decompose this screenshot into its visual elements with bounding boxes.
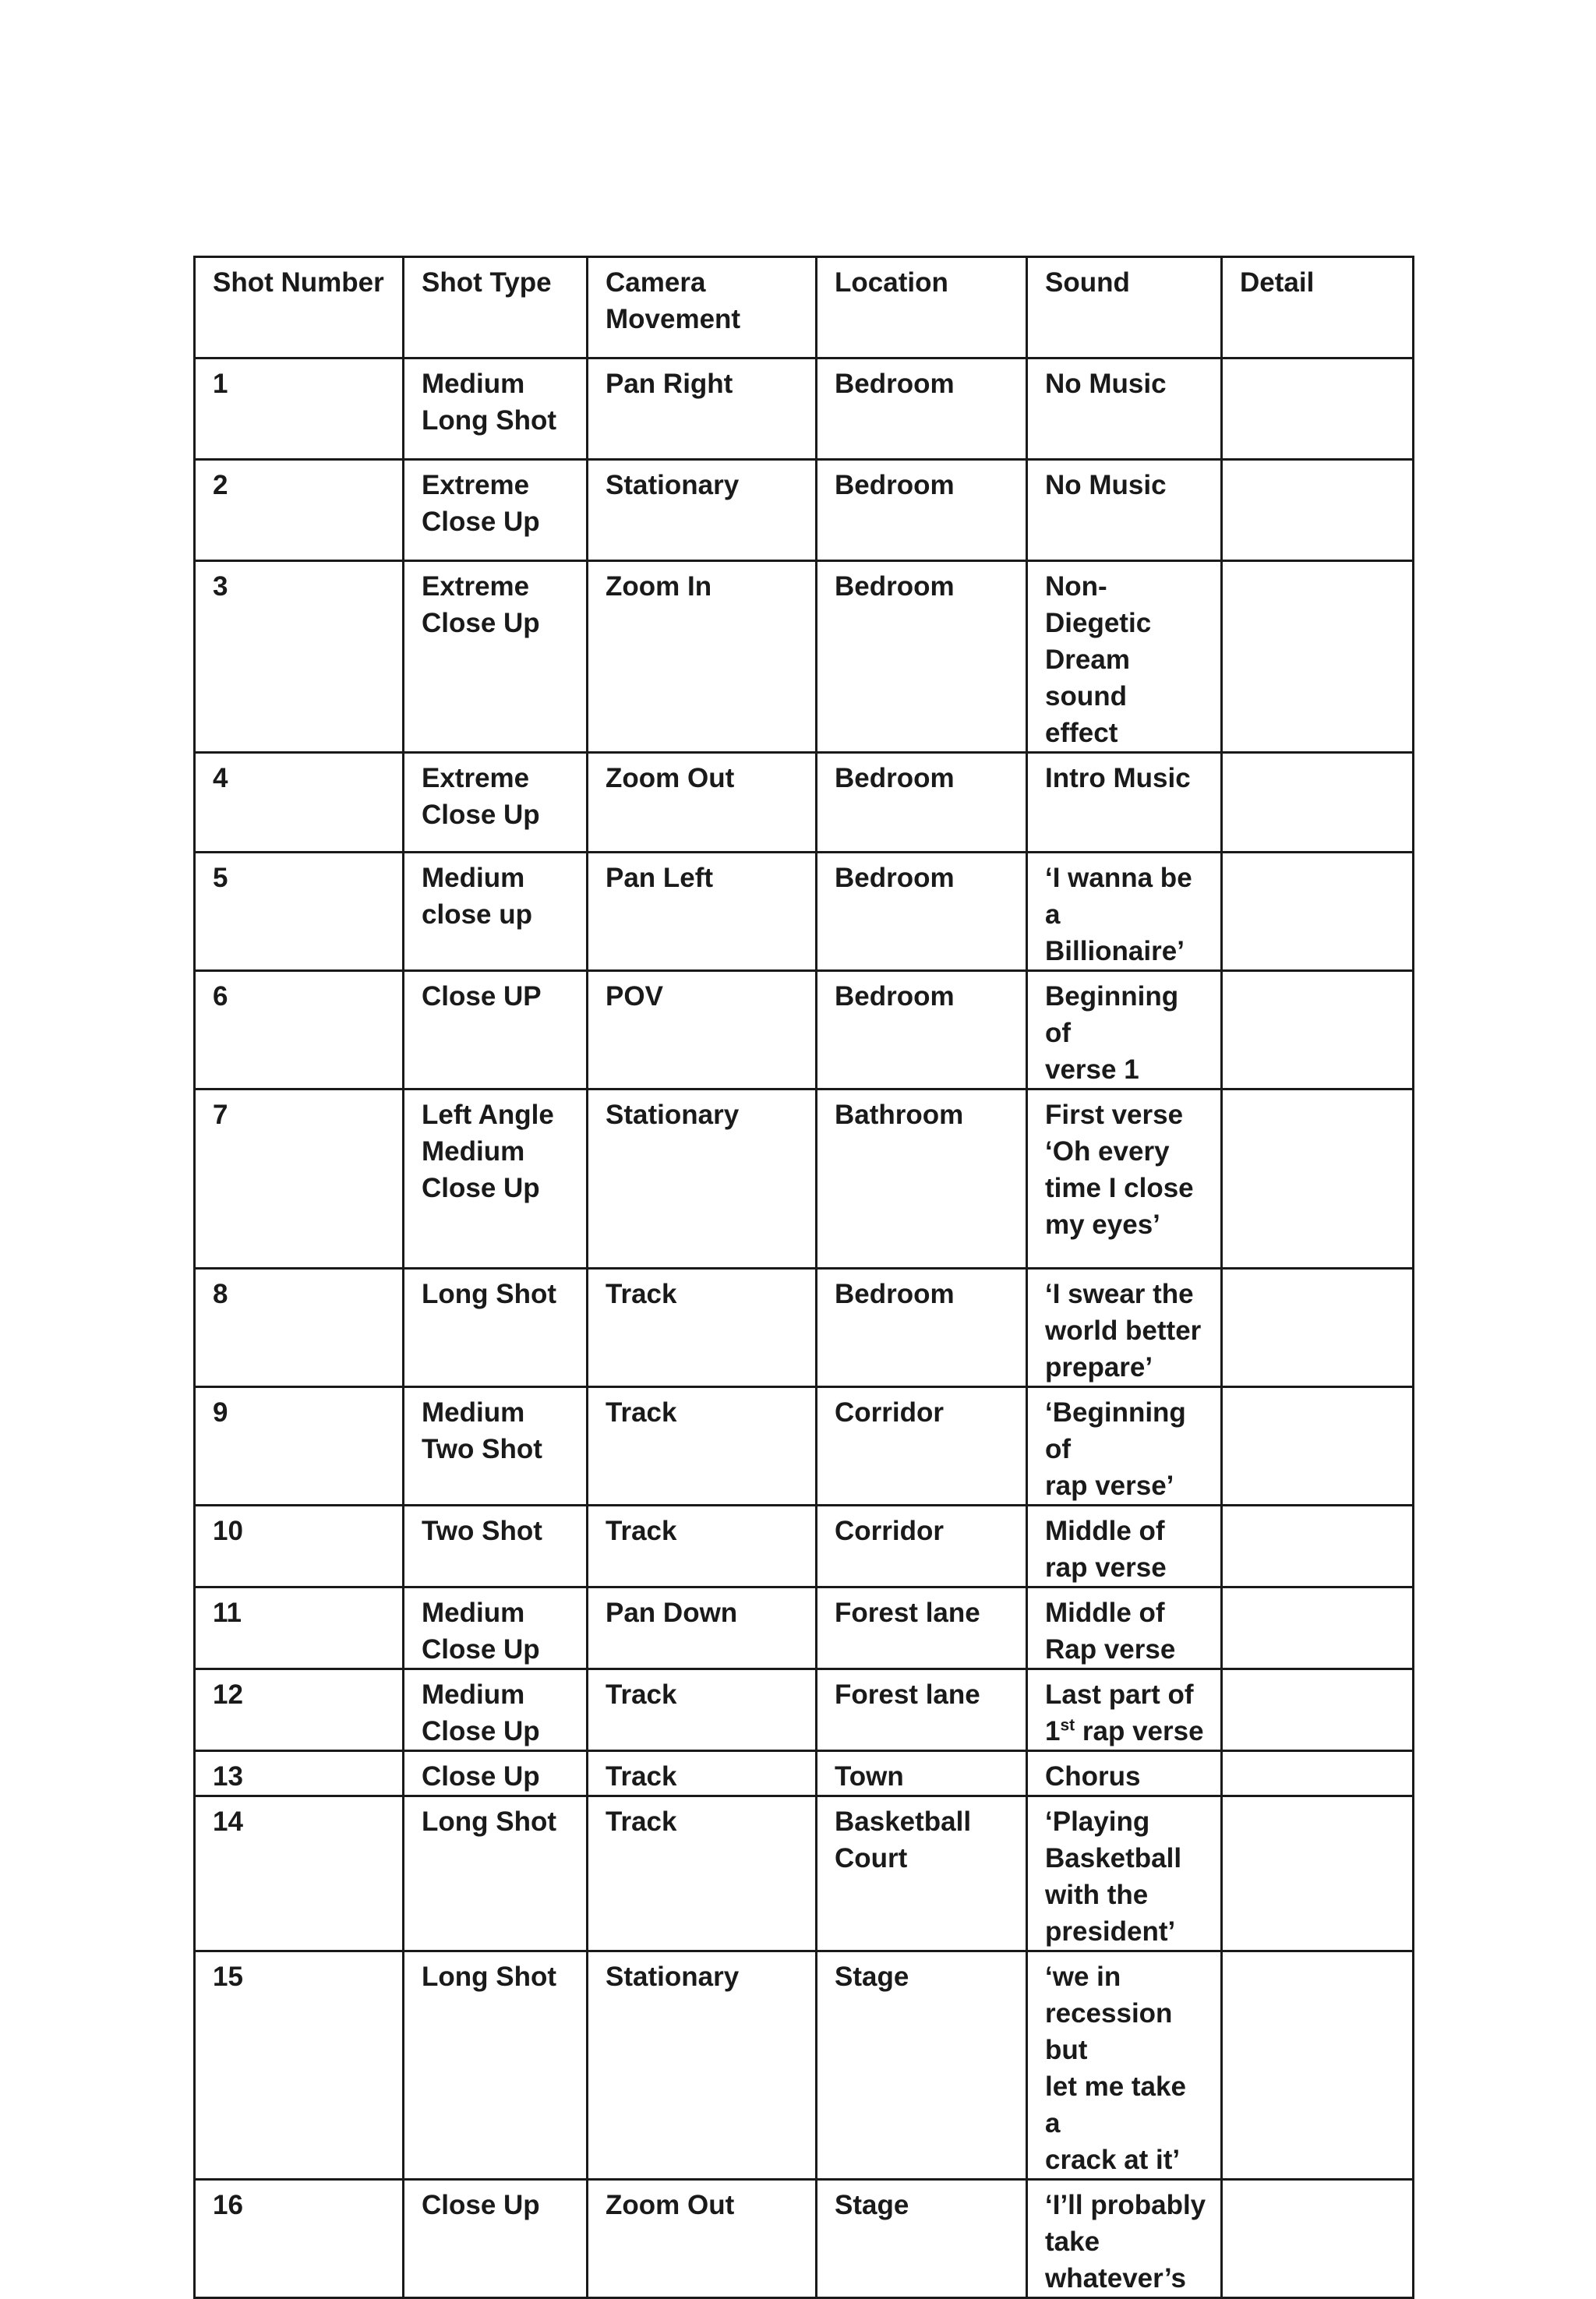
- table-row: [195, 753, 1414, 853]
- cell-shot-number: 3: [195, 561, 404, 753]
- cell-shot-type: Extreme Close Up: [404, 753, 588, 853]
- table-row: [195, 1387, 1414, 1506]
- cell-location: Basketball Court: [817, 1796, 1027, 1951]
- table-row: [195, 2180, 1414, 2298]
- cell-sound: First verse ‘Oh every time I close my eyes’: [1027, 1089, 1222, 1269]
- cell-detail: [1222, 358, 1414, 460]
- header-sound: Sound: [1027, 257, 1222, 358]
- cell-detail: [1222, 1387, 1414, 1506]
- table-row: [195, 853, 1414, 971]
- table-row: [195, 1506, 1414, 1587]
- cell-shot-number: 10: [195, 1506, 404, 1587]
- cell-detail: [1222, 971, 1414, 1089]
- ordinal-suffix: st: [1060, 1716, 1075, 1735]
- cell-shot-type: Medium Close Up: [404, 1587, 588, 1669]
- cell-shot-type: Medium close up: [404, 853, 588, 971]
- cell-camera-movement: Track: [588, 1506, 817, 1587]
- header-camera-movement: Camera Movement: [588, 257, 817, 358]
- cell-shot-type: Left Angle Medium Close Up: [404, 1089, 588, 1269]
- cell-shot-type: Close Up: [404, 1751, 588, 1796]
- cell-camera-movement: Stationary: [588, 1951, 817, 2180]
- cell-location: Bedroom: [817, 853, 1027, 971]
- cell-camera-movement: Pan Left: [588, 853, 817, 971]
- cell-camera-movement: Track: [588, 1387, 817, 1506]
- cell-shot-number: 6: [195, 971, 404, 1089]
- cell-camera-movement: Pan Down: [588, 1587, 817, 1669]
- cell-shot-number: 13: [195, 1751, 404, 1796]
- cell-sound: Intro Music: [1027, 753, 1222, 853]
- cell-shot-type: Long Shot: [404, 1951, 588, 2180]
- cell-detail: [1222, 1269, 1414, 1387]
- shot-list-body: [195, 257, 1414, 2298]
- cell-shot-number: 7: [195, 1089, 404, 1269]
- table-row: [195, 1796, 1414, 1951]
- cell-shot-number: 14: [195, 1796, 404, 1951]
- cell-shot-number: 9: [195, 1387, 404, 1506]
- cell-detail: [1222, 1951, 1414, 2180]
- cell-sound: Non- Diegetic Dream sound effect: [1027, 561, 1222, 753]
- header-shot-number: Shot Number: [195, 257, 404, 358]
- cell-location: Stage: [817, 1951, 1027, 2180]
- cell-sound: ‘Beginning of rap verse’: [1027, 1387, 1222, 1506]
- cell-detail: [1222, 1751, 1414, 1796]
- cell-camera-movement: POV: [588, 971, 817, 1089]
- cell-detail: [1222, 1587, 1414, 1669]
- cell-location: Bedroom: [817, 460, 1027, 561]
- header-shot-type: Shot Type: [404, 257, 588, 358]
- cell-shot-number: 5: [195, 853, 404, 971]
- cell-shot-type: Close Up: [404, 2180, 588, 2298]
- table-row: [195, 561, 1414, 753]
- cell-camera-movement: Zoom Out: [588, 753, 817, 853]
- table-row: [195, 1751, 1414, 1796]
- cell-shot-type: Medium Two Shot: [404, 1387, 588, 1506]
- cell-sound: Last part of 1st rap verse: [1027, 1669, 1222, 1751]
- cell-location: Bedroom: [817, 971, 1027, 1089]
- cell-camera-movement: Stationary: [588, 1089, 817, 1269]
- cell-location: Bedroom: [817, 561, 1027, 753]
- cell-location: Forest lane: [817, 1669, 1027, 1751]
- cell-shot-type: Close UP: [404, 971, 588, 1089]
- cell-camera-movement: Stationary: [588, 460, 817, 561]
- cell-location: Town: [817, 1751, 1027, 1796]
- cell-sound: Beginning of verse 1: [1027, 971, 1222, 1089]
- cell-detail: [1222, 1796, 1414, 1951]
- cell-sound: ‘I wanna be a Billionaire’: [1027, 853, 1222, 971]
- header-location: Location: [817, 257, 1027, 358]
- table-row: [195, 971, 1414, 1089]
- cell-camera-movement: Track: [588, 1269, 817, 1387]
- cell-detail: [1222, 2180, 1414, 2298]
- cell-camera-movement: Track: [588, 1669, 817, 1751]
- cell-shot-number: 12: [195, 1669, 404, 1751]
- cell-sound: No Music: [1027, 460, 1222, 561]
- cell-shot-type: Medium Long Shot: [404, 358, 588, 460]
- cell-sound: No Music: [1027, 358, 1222, 460]
- cell-sound: ‘Playing Basketball with the president’: [1027, 1796, 1222, 1951]
- cell-location: Bedroom: [817, 358, 1027, 460]
- cell-camera-movement: Zoom In: [588, 561, 817, 753]
- table-row: [195, 1669, 1414, 1751]
- cell-shot-type: Two Shot: [404, 1506, 588, 1587]
- cell-shot-type: Long Shot: [404, 1269, 588, 1387]
- cell-shot-type: Extreme Close Up: [404, 460, 588, 561]
- cell-shot-number: 16: [195, 2180, 404, 2298]
- cell-sound: ‘we in recession but let me take a crack at it’: [1027, 1951, 1222, 2180]
- cell-sound: Middle of Rap verse: [1027, 1587, 1222, 1669]
- cell-shot-number: 11: [195, 1587, 404, 1669]
- cell-shot-number: 2: [195, 460, 404, 561]
- cell-location: Bedroom: [817, 1269, 1027, 1387]
- cell-location: Corridor: [817, 1387, 1027, 1506]
- cell-detail: [1222, 561, 1414, 753]
- cell-location: Bedroom: [817, 753, 1027, 853]
- cell-sound: ‘I’ll probably take whatever’s: [1027, 2180, 1222, 2298]
- cell-detail: [1222, 1506, 1414, 1587]
- cell-shot-type: Long Shot: [404, 1796, 588, 1951]
- table-row: [195, 460, 1414, 561]
- cell-shot-number: 15: [195, 1951, 404, 2180]
- table-row: [195, 1269, 1414, 1387]
- cell-detail: [1222, 853, 1414, 971]
- table-row: [195, 358, 1414, 460]
- cell-detail: [1222, 460, 1414, 561]
- header-detail: Detail: [1222, 257, 1414, 358]
- table-row: [195, 1951, 1414, 2180]
- cell-detail: [1222, 1669, 1414, 1751]
- cell-shot-number: 1: [195, 358, 404, 460]
- cell-location: Corridor: [817, 1506, 1027, 1587]
- cell-shot-number: 8: [195, 1269, 404, 1387]
- cell-location: Bathroom: [817, 1089, 1027, 1269]
- cell-camera-movement: Pan Right: [588, 358, 817, 460]
- cell-shot-type: Medium Close Up: [404, 1669, 588, 1751]
- cell-camera-movement: Zoom Out: [588, 2180, 817, 2298]
- cell-sound: Chorus: [1027, 1751, 1222, 1796]
- cell-camera-movement: Track: [588, 1796, 817, 1951]
- cell-detail: [1222, 1089, 1414, 1269]
- cell-sound: Middle of rap verse: [1027, 1506, 1222, 1587]
- cell-detail: [1222, 753, 1414, 853]
- cell-camera-movement: Track: [588, 1751, 817, 1796]
- shot-list-table: [193, 256, 1414, 2299]
- cell-location: Stage: [817, 2180, 1027, 2298]
- cell-location: Forest lane: [817, 1587, 1027, 1669]
- cell-sound: ‘I swear the world better prepare’: [1027, 1269, 1222, 1387]
- table-row: [195, 1089, 1414, 1269]
- cell-shot-type: Extreme Close Up: [404, 561, 588, 753]
- table-row: [195, 1587, 1414, 1669]
- table-header-row: [195, 257, 1414, 358]
- cell-shot-number: 4: [195, 753, 404, 853]
